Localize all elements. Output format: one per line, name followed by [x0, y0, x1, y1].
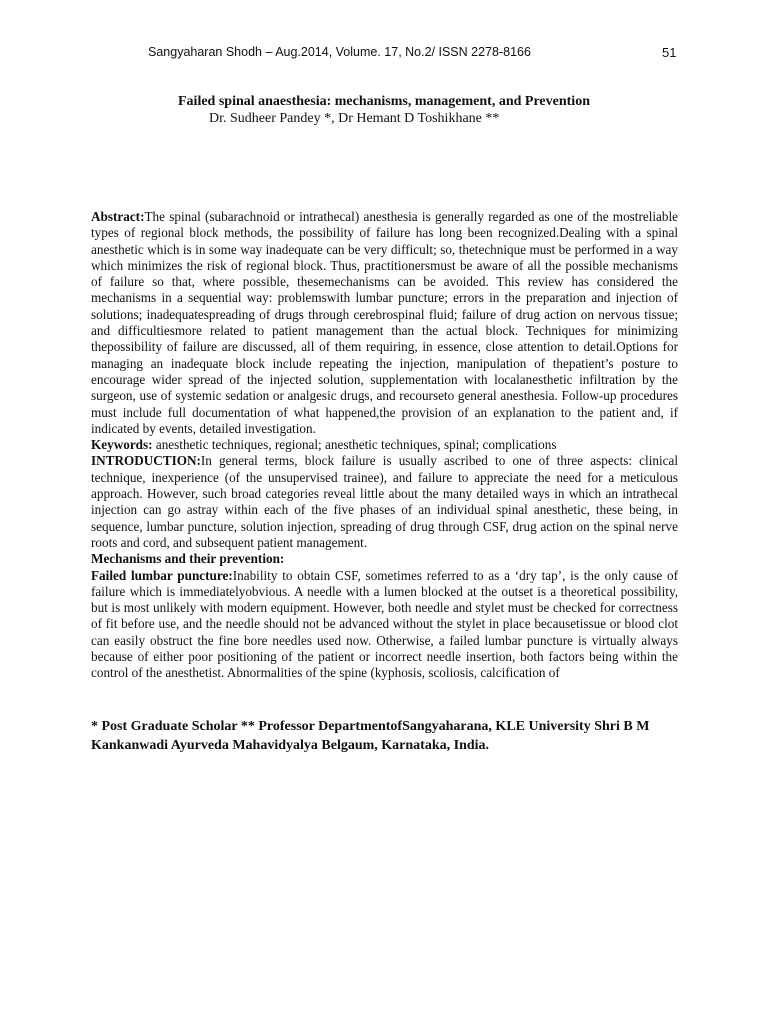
section-heading: Mechanisms and their prevention: — [91, 551, 285, 567]
article-body — [91, 209, 678, 682]
page-number: 51 — [662, 45, 677, 60]
article-title: Failed spinal anaesthesia: mechanisms, management, and Prevention — [178, 94, 590, 109]
lumbar-puncture-paragraph — [91, 568, 678, 682]
abstract-paragraph — [91, 209, 678, 437]
introduction-label: INTRODUCTION: — [91, 453, 201, 469]
lumbar-puncture-label: Failed lumbar puncture: — [91, 567, 233, 583]
article-authors: Dr. Sudheer Pandey *, Dr Hemant D Toshikhane ** — [209, 111, 500, 126]
abstract-label: Abstract: — [91, 209, 145, 224]
author-affiliation-footnote: * Post Graduate Scholar ** Professor DepartmentofSangyaharana, KLE University Shri B M Kankanwadi Ayurveda Mahavidyalya Belgaum, Karnataka, India. — [91, 719, 650, 753]
keywords-paragraph — [91, 437, 678, 453]
keywords-label: Keywords: — [91, 437, 153, 453]
abstract-text: The spinal (subarachnoid or intrathecal) anesthesia is generally regarded as one of the mostreliable types of regional block methods, the possibility of failure has long been recognized.Dealing with a spinal anesthetic which is in some way inadequate can be very difficult; so, thetechnique must be performed in a way which minimizes the risk of regional block. Thus, practitionersmust be aware of all the possible mechanisms of failure so that, where possible, thesemechanisms can be avoided. This review has considered the mechanisms in a sequential way: problemswith lumbar puncture; errors in the preparation and injection of solutions; inadequatespreading of drugs through cerebrospinal fluid; failure of drug action on nervous tissue; and difficultiesmore related to patient management than the actual block. Techniques for minimizing thepossibility of failure are discussed, all of them requiring, in essence, close attention to detail.Options for managing an inadequate block include repeating the injection, manipulation of thepatient’s posture to encourage wider spread of the injected solution, supplementation with localanesthetic infiltration by the surgeon, use of systemic sedation or analgesic drugs, and recourseto general anesthesia. Follow-up procedures must include full documentation of what happened,the provision of an explanation to the patient and, if indicated by events, detailed investigation. — [91, 209, 678, 436]
introduction-paragraph — [91, 453, 678, 551]
introduction-text: In general terms, block failure is usually ascribed to one of three aspects: clinical technique, inexperience (of the unsupervised trainee), and failure to appreciate the need for a meticulous approach. However, such broad categories reveal little about the many detailed ways in which an intrathecal injection can go astray within each of the five phases of an individual spinal anesthetic, these being, in sequence, lumbar puncture, solution injection, spreading of drug through CSF, drug action on the spinal nerve roots and cord, and subsequent patient management. — [91, 453, 678, 550]
keywords-text: anesthetic techniques, regional; anesthetic techniques, spinal; complications — [152, 437, 557, 453]
journal-citation: Sangyaharan Shodh – Aug.2014, Volume. 17, No.2/ ISSN 2278-8166 — [148, 45, 531, 59]
lumbar-puncture-text: Inability to obtain CSF, sometimes referred to as a ‘dry tap’, is the only cause of failure which is immediatelyobvious. A needle with a lumen blocked at the outset is a theoretical possibility, but is most unlikely with modern equipment. However, both needle and stylet must be checked for correctness of fit before use, and the needle should not be advanced without the stylet in place becausetissue or blood clot can easily obstruct the fine bore needles used now. Otherwise, a failed lumbar puncture is virtually always because of either poor positioning of the patient or incorrect needle insertion, both factors being within the control of the anesthetist. Abnormalities of the spine (kyphosis, scoliosis, calcification of — [91, 567, 678, 681]
page-header — [0, 45, 768, 65]
